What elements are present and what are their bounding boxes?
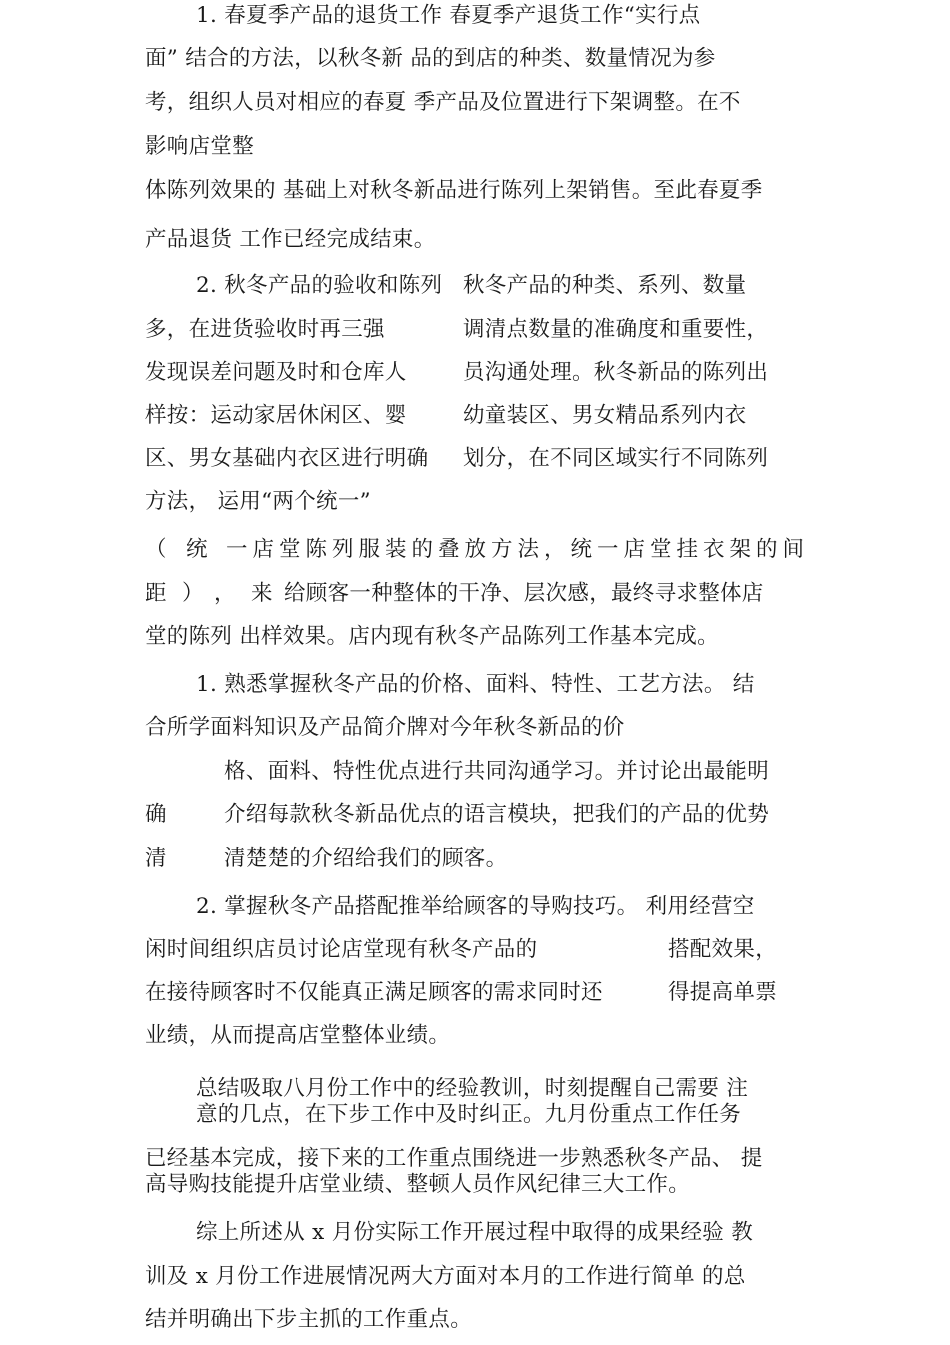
p4-line-3-left: 在接待顾客时不仅能真正满足顾客的需求同时还: [145, 980, 603, 1005]
p4-line-4: 业绩，从而提高店堂整体业绩。: [145, 1023, 451, 1048]
p5-line-3: 已经基本完成，接下来的工作重点围绕进一步熟悉秋冬产品、 提: [145, 1146, 763, 1171]
p4-line-3-right: 得提高单票: [668, 980, 778, 1005]
p5-line-1: 总结吸取八月份工作中的经验教训，时刻提醒自己需要 注: [196, 1076, 749, 1101]
p2-line-7-open-paren: （: [145, 537, 167, 562]
p4-line-2-right: 搭配效果，: [668, 937, 778, 962]
p1-line-3: 考，组织人员对相应的春夏 季产品及位置进行下架调整。在不: [145, 90, 741, 115]
p3-line-1: 1. 熟悉掌握秋冬产品的价格、面料、特性、工艺方法。 结: [196, 672, 755, 697]
p5-line-4: 高导购技能提升店堂业绩、整顿人员作风纪律三大工作。: [145, 1172, 691, 1197]
p2-line-3-right: 员沟通处理。秋冬新品的陈列出: [463, 360, 769, 385]
p2-line-4-right: 幼童装区、男女精品系列内衣: [463, 403, 747, 428]
p3-line-5-left: 清: [145, 846, 167, 871]
p2-line-9: 堂的陈列 出样效果。店内现有秋冬产品陈列工作基本完成。: [145, 624, 719, 649]
p6-line-1: 综上所述从 x 月份实际工作开展过程中取得的成果经验 教: [196, 1220, 754, 1245]
p1-line-2: 面” 结合的方法，以秋冬新 品的到店的种类、数量情况为参: [145, 46, 716, 71]
p2-line-1-right: 秋冬产品的种类、系列、数量: [463, 273, 747, 298]
p4-line-2-left: 闲时间组织店员讨论店堂现有秋冬产品的: [145, 937, 538, 962]
p2-line-8-b: ）: [182, 581, 204, 606]
p2-line-2-left: 多，在进货验收时再三强: [145, 317, 385, 342]
p6-line-2: 训及 x 月份工作进展情况两大方面对本月的工作进行简单 的总: [145, 1264, 746, 1289]
p2-line-6: 方法， 运用“两个统一”: [145, 489, 371, 514]
p4-line-1: 2. 掌握秋冬产品搭配推举给顾客的导购技巧。 利用经营空: [196, 894, 755, 919]
p3-line-2: 合所学面料知识及产品简介牌对今年秋冬新品的价: [145, 715, 625, 740]
p3-line-5-right: 清楚楚的介绍给我们的顾客。: [224, 846, 508, 871]
p2-line-7-word: 统: [186, 537, 208, 562]
p3-line-4-left: 确: [145, 802, 167, 827]
p1-line-1: 1. 春夏季产品的退货工作 春夏季产退货工作“实行点: [196, 3, 701, 28]
p2-line-7-text: 一店堂陈列服装的叠放方法，统一店堂挂衣架的间: [226, 537, 810, 562]
p5-line-2: 意的几点，在下步工作中及时纠正。九月份重点工作任务: [196, 1102, 742, 1127]
p2-line-5-right: 划分，在不同区域实行不同陈列: [463, 446, 769, 471]
p3-line-3: 格、面料、特性优点进行共同沟通学习。并讨论出最能明: [224, 759, 770, 784]
p2-line-4-left: 样按：运动家居休闲区、婴: [145, 403, 407, 428]
p1-line-6: 产品退货 工作已经完成结束。: [145, 227, 436, 252]
p2-line-8-e: 给顾客一种整体的干净、层次感，最终寻求整体店: [284, 581, 764, 606]
p1-line-5: 体陈列效果的 基础上对秋冬新品进行陈列上架销售。至此春夏季: [145, 178, 763, 203]
p2-line-8-c: ，: [214, 581, 236, 606]
p6-line-3: 结并明确出下步主抓的工作重点。: [145, 1307, 473, 1332]
p2-line-2-right: 调清点数量的准确度和重要性，: [463, 317, 769, 342]
p1-line-4: 影响店堂整: [145, 134, 255, 159]
p3-line-4-right: 介绍每款秋冬新品优点的语言模块，把我们的产品的优势: [224, 802, 770, 827]
p2-line-8-a: 距: [145, 581, 167, 606]
p2-line-5-left: 区、男女基础内衣区进行明确: [145, 446, 429, 471]
p2-line-8-d: 来: [251, 581, 273, 606]
p2-line-1-left: 2. 秋冬产品的验收和陈列: [196, 273, 443, 298]
p2-line-3-left: 发现误差问题及时和仓库人: [145, 360, 407, 385]
